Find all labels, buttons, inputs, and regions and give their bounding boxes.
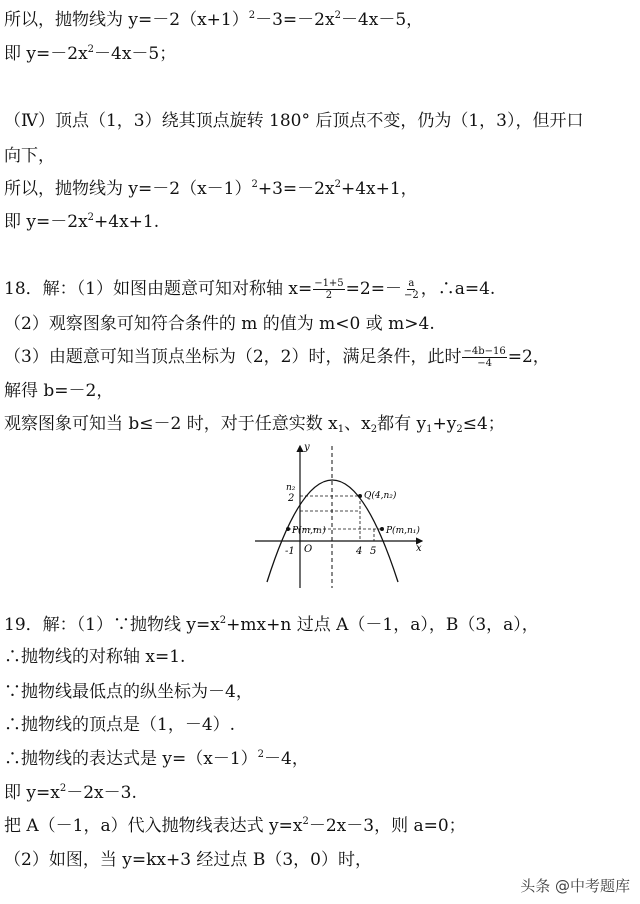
text-line-19: （2）如图，当 y=kx+3 经过点 B（3，0）时，: [4, 850, 372, 870]
text-line-6: 即 $y=-2x^2+4x+1$.: [4, 212, 160, 232]
watermark: 头条 @中考题库: [520, 877, 630, 895]
text-line-4: 向下，: [4, 146, 55, 166]
text-line-14: ∵抛物线最低点的纵坐标为－4，: [4, 682, 253, 702]
text-line-9: （3）由题意可知当顶点坐标为（2，2）时，满足条件，此时 $\frac{-4b-16}{-4}$ =2，: [4, 346, 550, 369]
text-line-5: 所以，抛物线为 $y=-2(x-1)^2+3=-2x^2+4x+1$，: [4, 179, 418, 199]
x-axis-label: x: [416, 543, 422, 554]
text-line-10: 解得 b=－2，: [4, 381, 114, 401]
fraction-axis: $\frac{-1+5}{2}$: [314, 278, 344, 301]
origin-label: O: [304, 544, 313, 555]
text-line-16: ∴抛物线的表达式是 $y=(x-1)^2-4$，: [4, 749, 309, 769]
text-line-8: （2）观察图象可知符合条件的 m 的值为 m<0 或 m>4.: [4, 314, 435, 334]
fraction-vertex: $\frac{-4b-16}{-4}$: [463, 346, 506, 369]
tick-4: 4: [356, 546, 363, 557]
text-line-13: ∴抛物线的对称轴 x=1.: [4, 647, 186, 667]
text-line-3: （Ⅳ）顶点（1，3）绕其顶点旋转 180° 后顶点不变，仍为（1，3），但开口: [4, 111, 584, 131]
text-line-1: 所以，抛物线为 $y=-2(x+1)^2-3=-2x^2-4x-5$，: [4, 10, 424, 30]
label-p-left: P(m,n₁): [292, 526, 326, 536]
point-p-right: [380, 527, 384, 531]
fraction-a: $\frac{a}{-2}$: [403, 278, 419, 301]
y-axis-label: y: [304, 442, 310, 453]
text-line-2: 即 $y=-2x^2-4x-5$；: [4, 44, 177, 64]
tick-5: 5: [370, 546, 377, 557]
label-q: Q(4,n₂): [364, 491, 397, 501]
text-line-12: 19．解：（1）∵抛物线 $y=x^2+mx+n$ 过点 A（－1，a），B（3，a），: [4, 615, 539, 635]
label-2: 2: [288, 493, 295, 504]
text-line-15: ∴抛物线的顶点是（1，－4）.: [4, 715, 236, 735]
text-line-18: 把 A（－1，a）代入抛物线表达式 $y=x^2-2x-3$，则 a=0；: [4, 816, 466, 836]
text-line-17: 即 $y=x^2-2x-3$.: [4, 783, 137, 803]
point-p-left: [286, 527, 290, 531]
parabola-figure: [250, 440, 430, 592]
text-line-7: 18．解：（1）如图由题意可知对称轴 x= $\frac{-1+5}{2}$ =2=－ $\frac{a}{-2}$ ，∴a=4.: [4, 278, 496, 301]
label-p-right: P(m,n₁): [386, 526, 420, 536]
label-n2: n₂: [286, 483, 296, 493]
tick-minus-1: -1: [285, 546, 295, 557]
point-q: [358, 494, 362, 498]
text-line-11: 观察图象可知当 b≤－2 时，对于任意实数 $x_1$、$x_2$都有 $y_1+y_2\le 4$；: [4, 414, 505, 435]
